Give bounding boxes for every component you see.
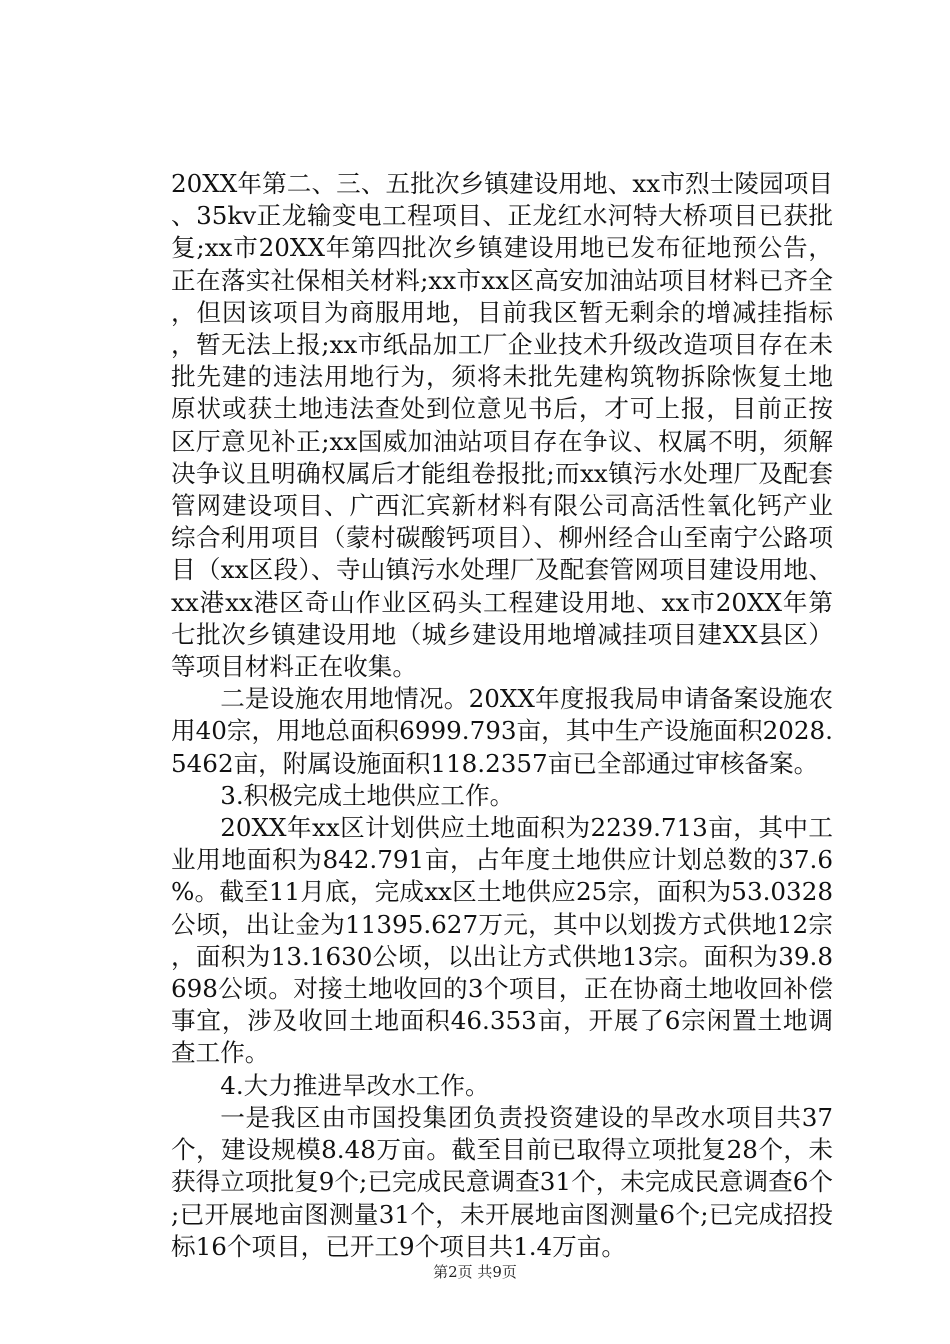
heading-dry-to-paddy: 4.大力推进旱改水工作。 — [220, 1070, 490, 1100]
paragraph-land-supply: 20XX年xx区计划供应土地面积为2239.713亩，其中工业用地面积为842.791亩，占年度土地供应计划总数的37.6%。截至11月底，完成xx区土地供应25宗，面积为53.0328公顷，出让金为11395.627万元，其中以划拨方式供地12宗，面积为13.1630公顷，以出让方式供地13宗。面积为39.8698公顷。对接土地收回的3个项目，正在协商土地收回补偿事宜，涉及收回土地面积46.353亩，开展了6宗闲置土地调查工作。 — [171, 813, 833, 1068]
page-footer — [0, 1262, 950, 1282]
paragraph-dry-to-paddy: 一是我区由市国投集团负责投资建设的旱改水项目共37个，建设规模8.48万亩。截至目前已取得立项批复28个，未获得立项批复9个;已完成民意调查31个，未完成民意调查6个;已开展地亩图测量31个，未开展地亩图测量6个;已完成招投标16个项目，已开工9个项目共1.4万亩。 — [171, 1102, 834, 1261]
paragraph-facility-farmland: 二是设施农用地情况。20XX年度报我局申请备案设施农用40宗，用地总面积6999.793亩，其中生产设施面积2028.5462亩，附属设施面积118.2357亩已全部通过审核备案。 — [171, 684, 833, 778]
document-body — [171, 168, 833, 1263]
heading-land-supply: 3.积极完成土地供应工作。 — [220, 780, 515, 810]
paragraph-land-approvals: 20XX年第二、三、五批次乡镇建设用地、xx市烈士陵园项目、35kv正龙输变电工程项目、正龙红水河特大桥项目已获批复;xx市20XX年第四批次乡镇建设用地已发布征地预公告，正在落实社保相关材料;xx市xx区高安加油站项目材料已齐全，但因该项目为商服用地，目前我区暂无剩余的增减挂指标，暂无法上报;xx市纸品加工厂企业技术升级改造项目存在未批先建的违法用地行为，须将未批先建构筑物拆除恢复土地原状或获土地违法查处到位意见书后，才可上报，目前正按区厅意见补正;xx国威加油站项目存在争议、权属不明，须解决争议且明确权属后才能组卷报批;而xx镇污水处理厂及配套管网建设项目、广西汇宾新材料有限公司高活性氧化钙产业综合利用项目（蒙村碳酸钙项目）、柳州经合山至南宁公路项目（xx区段）、寺山镇污水处理厂及配套管网项目建设用地、xx港xx港区奇山作业区码头工程建设用地、xx市20XX年第七批次乡镇建设用地（城乡建设用地增减挂项目建XX县区）等项目材料正在收集。 — [171, 169, 833, 682]
page-number-indicator: 第2页 共9页 — [433, 1263, 517, 1281]
